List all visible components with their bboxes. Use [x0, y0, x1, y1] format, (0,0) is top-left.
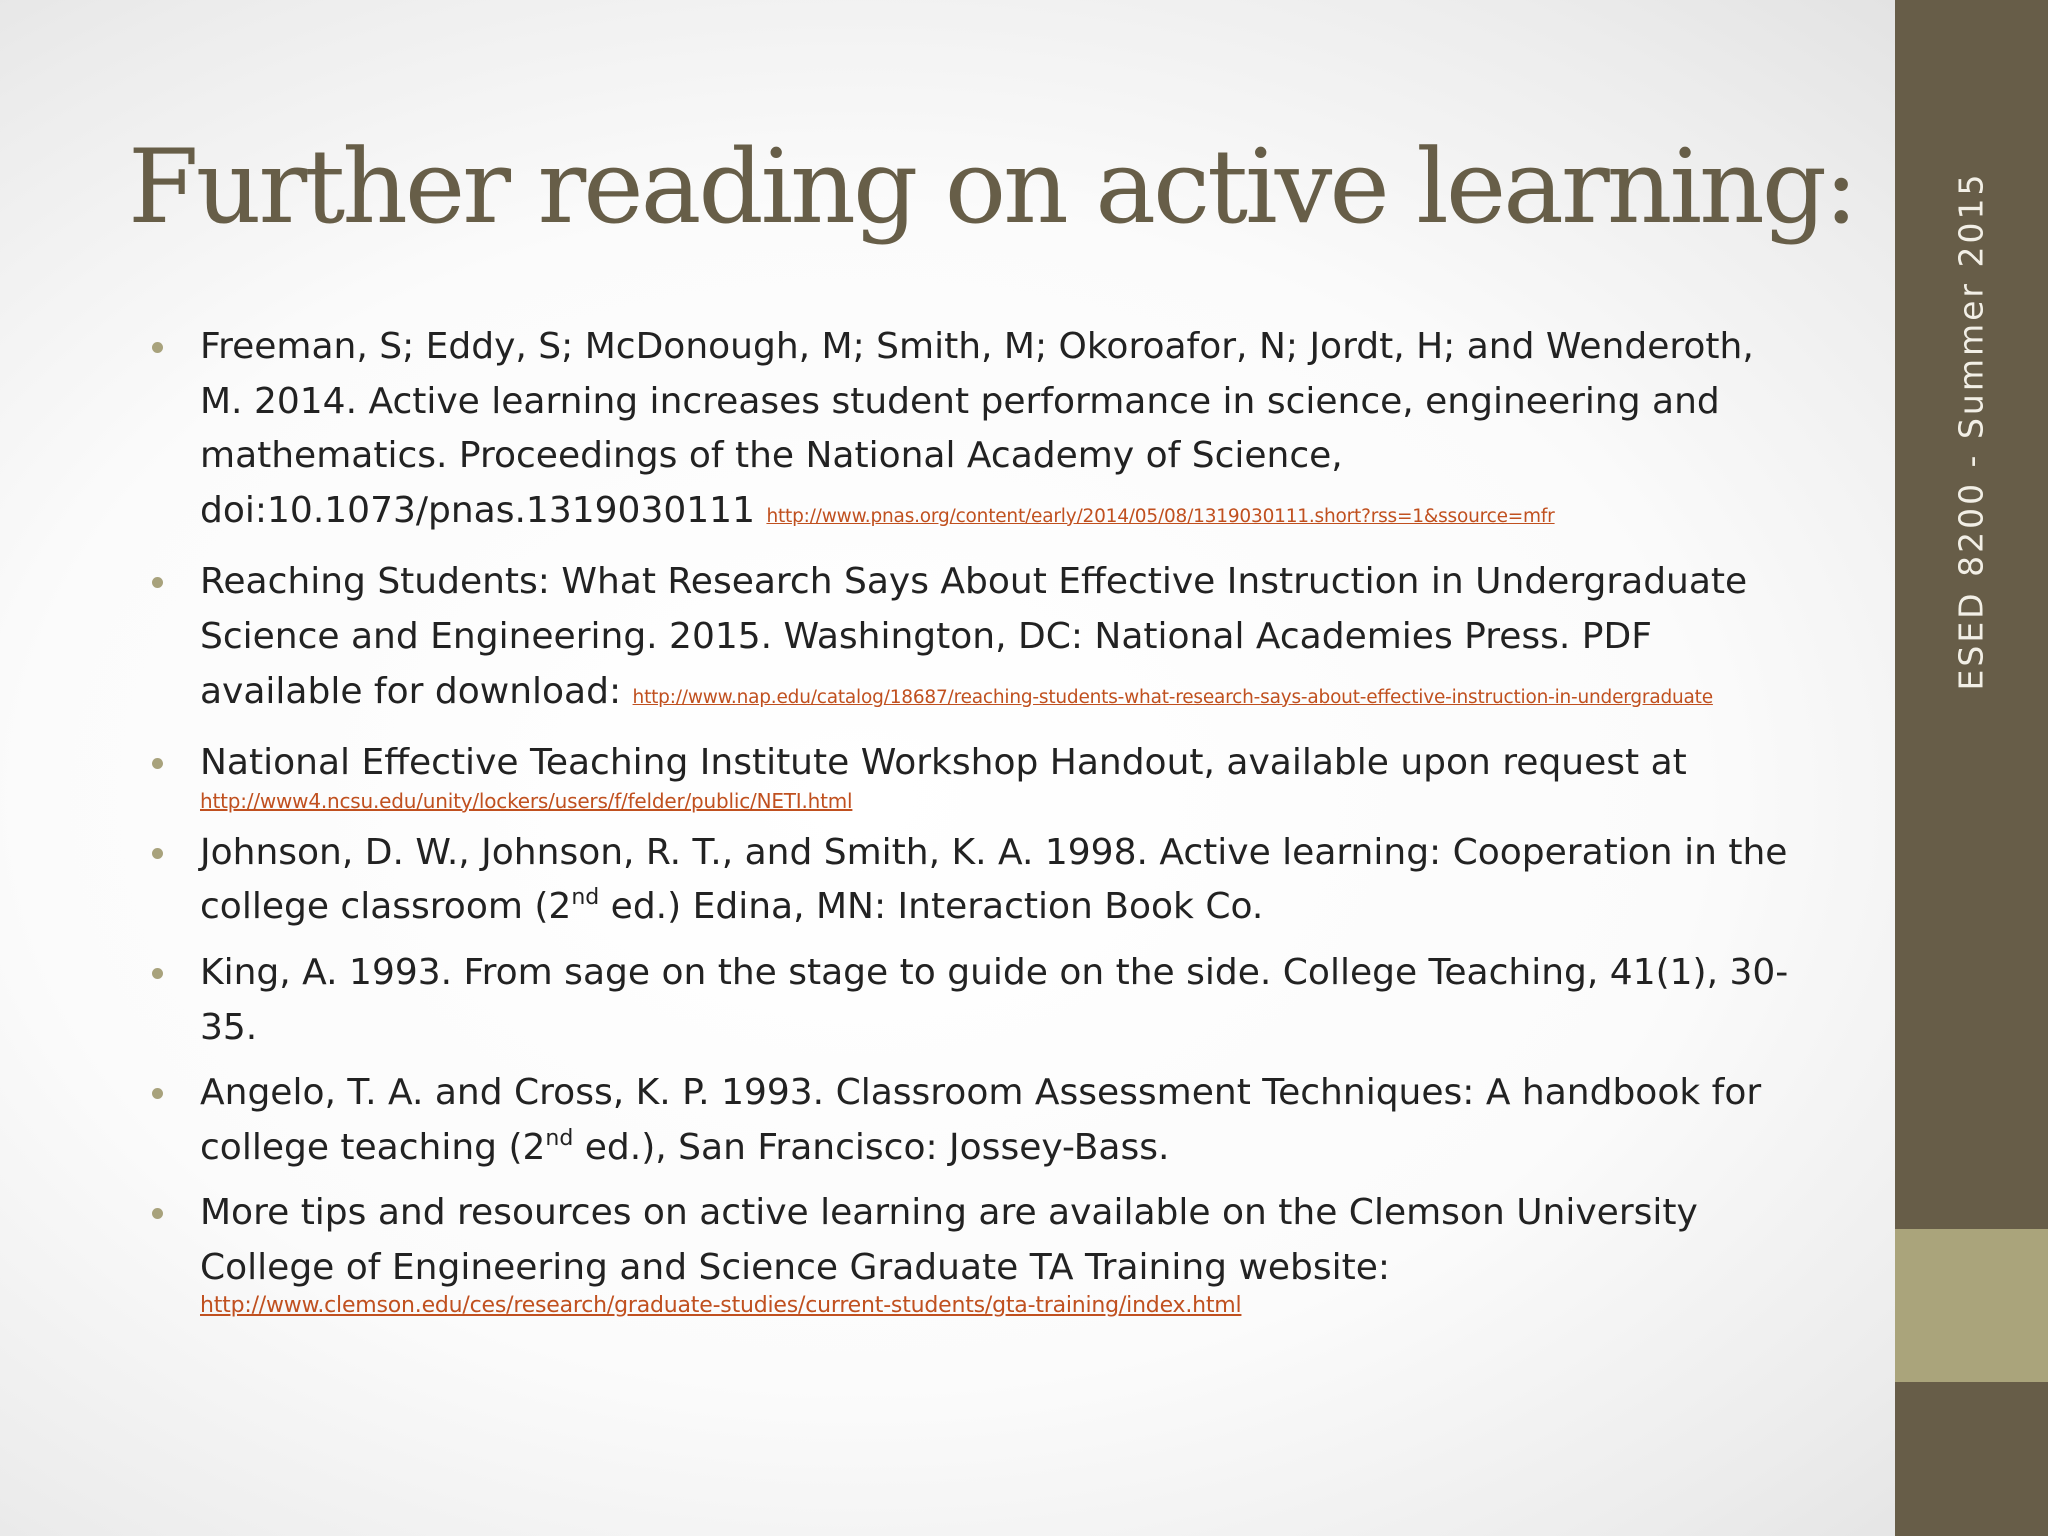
slide-title: Further reading on active learning: — [128, 128, 1856, 247]
reference-text: Freeman, S; Eddy, S; McDonough, M; Smith, M; Okoroafor, N; Jordt, H; and Wenderoth, M. 2014. Active learning increases student performance in science, engineering and mathematics. Proceedings of the National Academy of Science, doi:10.1073/pnas.1319030111 — [200, 326, 1754, 531]
sidebar-accent-block — [1895, 1229, 2048, 1382]
reference-item-johnson — [200, 826, 1800, 935]
reference-item-king — [200, 946, 1800, 1055]
reference-text: Reaching Students: What Research Says About Effective Instruction in Undergraduate Science and Engineering. 2015. Washington, DC: National Academies Press. PDF available for download: — [200, 561, 1748, 712]
ordinal-superscript: nd — [545, 1125, 574, 1151]
sidebar-course-label: ESED 8200 - Summer 2015 — [1951, 171, 1991, 691]
reference-text: National Effective Teaching Institute Workshop Handout, available upon request at — [200, 742, 1687, 784]
reference-link-clemson[interactable]: http://www.clemson.edu/ces/research/graduate-studies/current-students/gta-training/index.html — [200, 1292, 1242, 1318]
reference-text: Angelo, T. A. and Cross, K. P. 1993. Classroom Assessment Techniques: A handbook for college teaching (2 — [200, 1072, 1762, 1168]
reference-item-freeman — [200, 320, 1800, 544]
reference-link-neti[interactable]: http://www4.ncsu.edu/unity/lockers/users/f/felder/public/NETI.html — [200, 788, 853, 813]
reference-text: More tips and resources on active learning are available on the Clemson University College of Engineering and Science Graduate TA Training website: — [200, 1192, 1698, 1288]
reference-text: Johnson, D. W., Johnson, R. T., and Smith, K. A. 1998. Active learning: Cooperation in the college classroom (2 — [200, 831, 1788, 928]
reference-item-neti — [200, 736, 1800, 815]
reference-text-after: ed.) Edina, MN: Interaction Book Co. — [599, 886, 1264, 928]
reference-item-angelo — [200, 1066, 1800, 1175]
reference-item-reaching-students — [200, 555, 1800, 725]
reference-list — [200, 320, 1800, 1331]
reference-item-clemson — [200, 1186, 1800, 1319]
reference-link-nap[interactable]: http://www.nap.edu/catalog/18687/reaching-students-what-research-says-about-effective-instruction-in-undergraduate — [632, 686, 1713, 708]
ordinal-superscript: nd — [571, 885, 600, 911]
reference-link-pnas[interactable]: http://www.pnas.org/content/early/2014/05/08/1319030111.short?rss=1&ssource=mfr — [766, 505, 1555, 527]
reference-text: King, A. 1993. From sage on the stage to guide on the side. College Teaching, 41(1), 30-35. — [200, 951, 1789, 1048]
reference-text-after: ed.), San Francisco: Jossey-Bass. — [573, 1126, 1170, 1168]
